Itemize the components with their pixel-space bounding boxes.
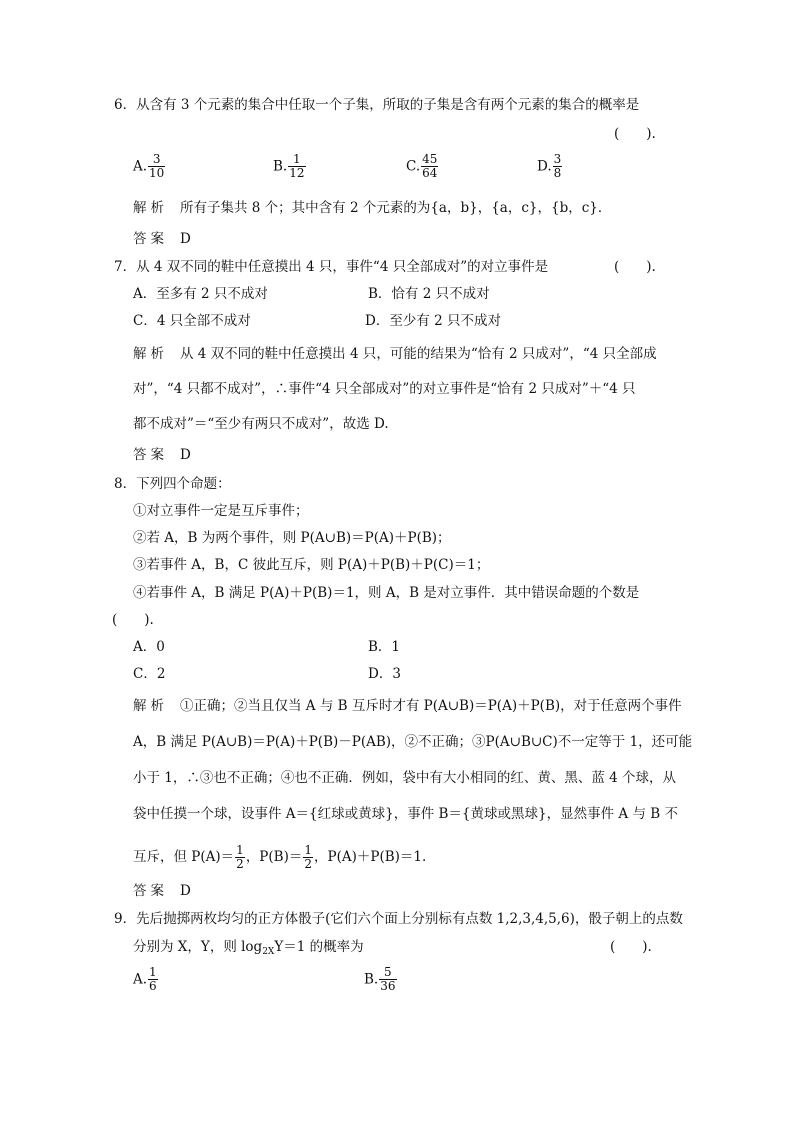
analysis-text: 从 4 双不同的鞋中任意摸出 4 只，可能的结果为“恰有 2 只成对”，“4 只全部成 <box>180 346 657 362</box>
q8-stem: 8．下列四个命题： <box>114 476 231 492</box>
q9-answer-paren: ( ). <box>610 939 652 955</box>
stem-text: 分别为 X，Y，则 log <box>133 939 263 955</box>
answer-label: 答案 <box>133 883 168 899</box>
q7-option-b: B．恰有 2 只不成对 <box>368 286 490 302</box>
stem-text: Y＝1 的概率为 <box>274 939 364 955</box>
fraction <box>379 966 396 993</box>
fraction-half <box>235 844 245 871</box>
q7-answer <box>133 446 191 464</box>
q8-proposition-3: ③若事件 A，B，C 彼此互斥，则 P(A)＋P(B)＋P(C)＝1； <box>133 557 490 573</box>
numerator: 5 <box>379 966 396 980</box>
denominator: 2 <box>304 857 312 871</box>
q9-option-b <box>364 966 398 993</box>
q8-analysis-line-2: A，B 满足 P(A∪B)＝P(A)＋P(B)－P(AB)，②不正确；③P(A∪B∪C)不一定等于 1，还可能 <box>133 734 693 750</box>
option-label: A. <box>133 158 148 175</box>
q7-option-d: D．至少有 2 只不成对 <box>365 313 501 329</box>
analysis-text: 所有子集共 8 个；其中含有 2 个元素的为{a，b}，{a，c}，{b，c}． <box>180 200 612 216</box>
q7-answer-paren: ( ). <box>614 259 656 275</box>
denominator: 36 <box>380 979 396 993</box>
q7-analysis-line-3: 都不成对”＝“至少有两只不成对”，故选 D. <box>133 416 389 432</box>
denominator: 64 <box>422 166 438 180</box>
denominator: 2 <box>236 857 244 871</box>
answer-label: 答案 <box>133 447 168 463</box>
option-label: C. <box>406 158 421 175</box>
q8-analysis-line-5 <box>133 840 426 874</box>
q8-option-d: D．3 <box>368 666 401 682</box>
fraction <box>148 153 165 180</box>
analysis-label: 解析 <box>133 698 168 714</box>
q8-proposition-1: ①对立事件一定是互斥事件； <box>133 503 309 519</box>
q8-option-a: A．0 <box>133 639 165 655</box>
fraction <box>288 153 305 180</box>
q6-option-c <box>406 153 439 180</box>
q7-stem: 7．从 4 双不同的鞋中任意摸出 4 只，事件“4 只全部成对”的对立事件是 <box>114 259 549 275</box>
option-label: B. <box>364 971 379 988</box>
denominator: 12 <box>289 166 305 180</box>
option-label: D. <box>537 158 552 175</box>
q8-answer-paren: ( ). <box>112 612 154 628</box>
fraction <box>421 153 438 180</box>
fraction <box>553 153 563 180</box>
answer-label: 答案 <box>133 231 168 247</box>
q7-option-a: A．至多有 2 只不成对 <box>133 286 268 302</box>
denominator: 6 <box>149 979 157 993</box>
analysis-text: 互斥，但 P(A)＝ <box>133 849 235 865</box>
fraction <box>148 966 158 993</box>
denominator: 8 <box>553 166 562 180</box>
q9-stem-line-2 <box>133 938 364 961</box>
q6-option-a <box>133 153 166 180</box>
q9-option-a <box>133 966 159 993</box>
analysis-text: ①正确；②当且仅当 A 与 B 互斥时才有 P(A∪B)＝P(A)＋P(B)，对于任意两个事件 <box>180 698 682 714</box>
numerator: 3 <box>148 153 165 167</box>
numerator: 1 <box>304 843 312 857</box>
q8-proposition-4: ④若事件 A，B 满足 P(A)＋P(B)＝1，则 A，B 是对立事件．其中错误命题的个数是 <box>133 585 640 601</box>
answer-value: D <box>180 883 191 899</box>
q6-option-d <box>537 153 563 180</box>
analysis-label: 解析 <box>133 346 168 362</box>
q6-analysis <box>133 199 611 217</box>
option-label: B. <box>273 158 288 175</box>
q7-analysis-line-2: 对”，“4 只都不成对”，∴事件“4 只全部成对”的对立事件是“恰有 2 只成对”＋“4 只 <box>133 381 636 397</box>
q8-answer <box>133 882 191 900</box>
q8-proposition-2: ②若 A，B 为两个事件，则 P(A∪B)＝P(A)＋P(B)； <box>133 530 451 546</box>
q6-option-b <box>273 153 307 180</box>
q8-option-b: B．1 <box>368 639 401 655</box>
log-subscript: 2X <box>262 947 275 957</box>
numerator: 1 <box>149 965 157 979</box>
q8-option-c: C．2 <box>133 666 166 682</box>
q9-stem-line-1: 9．先后抛掷两枚均匀的正方体骰子(它们六个面上分别标有点数 1,2,3,4,5,6)，骰子朝上的点数 <box>114 911 683 927</box>
analysis-text: ，P(B)＝ <box>245 849 303 865</box>
q6-stem: 6．从含有 3 个元素的集合中任取一个子集，所取的子集是含有两个元素的集合的概率是 <box>114 97 640 113</box>
analysis-text: ，P(A)＋P(B)＝1. <box>314 849 427 865</box>
answer-value: D <box>180 447 191 463</box>
numerator: 1 <box>236 843 244 857</box>
answer-value: D <box>180 231 191 247</box>
q7-analysis-line-1 <box>133 345 657 363</box>
q8-analysis-line-3: 小于 1，∴③也不正确；④也不正确．例如，袋中有大小相同的红、黄、黑、蓝 4 个球，从 <box>133 770 677 786</box>
q7-option-c: C．4 只全部不成对 <box>133 313 251 329</box>
numerator: 3 <box>553 152 562 166</box>
q8-analysis-line-1 <box>133 697 682 715</box>
q6-answer <box>133 230 191 248</box>
analysis-label: 解析 <box>133 200 168 216</box>
q6-answer-paren: ( ). <box>614 126 656 142</box>
fraction-half <box>303 844 313 871</box>
q8-analysis-line-4: 袋中任摸一个球，设事件 A＝{红球或黄球}，事件 B＝{黄球或黑球}，显然事件 A 与 B 不 <box>133 806 678 822</box>
numerator: 45 <box>422 152 438 166</box>
numerator: 1 <box>288 153 305 167</box>
option-label: A. <box>133 971 148 988</box>
denominator: 10 <box>149 166 165 180</box>
